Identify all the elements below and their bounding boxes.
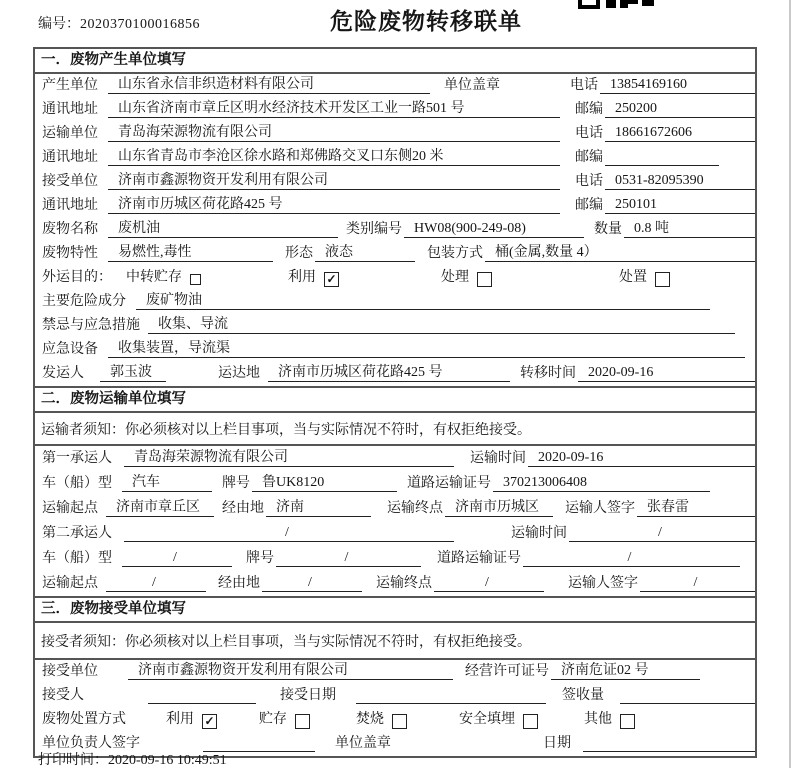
producer-zip-value: 250200 xyxy=(605,101,755,118)
phone-label: 电话 xyxy=(570,78,598,93)
transporter-label: 运输单位 xyxy=(42,126,98,141)
plate-number-label: 牌号 xyxy=(222,476,250,491)
receiver-value: 济南市鑫源物资开发利用有限公司 xyxy=(108,169,560,190)
unit-seal-label: 单位盖章 xyxy=(444,78,500,93)
vehicle-type-label: 车（船）型 xyxy=(42,551,112,566)
disposal-option-landfill: 安全填埋 xyxy=(459,712,515,727)
origin-label: 运输起点 xyxy=(42,576,98,591)
row-transfer-purpose xyxy=(35,266,755,290)
section-transporter-header: 二．废物运输单位填写 xyxy=(35,386,755,413)
signed-quantity-label: 签收量 xyxy=(562,688,604,703)
shipper-value: 郭玉波 xyxy=(100,361,166,382)
row-taboo-measures xyxy=(35,314,755,338)
row-disposal-method xyxy=(35,708,755,732)
receiver-person-label: 接受人 xyxy=(42,688,84,703)
receiver-person-value xyxy=(148,687,256,704)
responsible-signature-label: 单位负责人签字 xyxy=(42,736,140,751)
waste-property-value: 易燃性,毒性 xyxy=(108,241,273,262)
zip-label: 邮编 xyxy=(575,198,603,213)
purpose-label: 外运目的： xyxy=(42,270,112,285)
license-number-value: 济南危证02 号 xyxy=(551,659,700,680)
purpose-option-transfer-storage: 中转贮存 xyxy=(126,270,182,285)
plate-number-value: / xyxy=(276,550,421,567)
page-edge-line xyxy=(789,0,791,768)
receiver-zip-value: 250101 xyxy=(605,197,755,214)
transfer-form xyxy=(33,47,757,758)
second-carrier-value: / xyxy=(124,525,454,542)
plate-number-label: 牌号 xyxy=(246,551,274,566)
producer-phone-value: 13854169160 xyxy=(600,77,755,94)
receive-date-value xyxy=(356,687,546,704)
via-label: 经由地 xyxy=(222,501,264,516)
page-title: 危险废物转移联单 xyxy=(330,9,522,34)
row-producer-address xyxy=(35,98,755,122)
waste-name-value: 废机油 xyxy=(108,217,338,238)
transfer-time-label: 转移时间 xyxy=(520,366,576,381)
carrier-signature-value: 张春雷 xyxy=(637,496,755,517)
purpose-option-utilize: 利用 xyxy=(288,270,316,285)
row-producer xyxy=(35,74,755,98)
waste-property-label: 废物特性 xyxy=(42,246,98,261)
row-first-carrier xyxy=(35,446,755,471)
plate-number-value: 鲁UK8120 xyxy=(252,471,397,492)
row-route-1 xyxy=(35,496,755,521)
license-number-label: 经营许可证号 xyxy=(465,664,549,679)
serial-number: 2020370100016856 xyxy=(80,17,200,32)
vehicle-type-label: 车（船）型 xyxy=(42,476,112,491)
checkbox-treat xyxy=(477,272,492,287)
producer-address-value: 山东省济南市章丘区明水经济技术开发区工业一路501 号 xyxy=(108,97,560,118)
taboo-measures-label: 禁忌与应急措施 xyxy=(42,318,140,333)
form-state-value: 液态 xyxy=(315,241,415,262)
zip-label: 邮编 xyxy=(575,150,603,165)
road-permit-label: 道路运输证号 xyxy=(437,551,521,566)
disposal-option-utilize: 利用 xyxy=(166,712,194,727)
row-transporter xyxy=(35,122,755,146)
second-carrier-label: 第二承运人 xyxy=(42,526,112,541)
disposal-method-label: 废物处置方式 xyxy=(42,712,126,727)
transport-time-value: 2020-09-16 xyxy=(528,450,755,467)
checkbox-other xyxy=(620,714,635,729)
unit-seal-label: 单位盖章 xyxy=(335,736,391,751)
transport-time-label: 运输时间 xyxy=(511,526,567,541)
transporter-address-value: 山东省青岛市李沧区徐水路和郑佛路交叉口东侧20 米 xyxy=(108,145,560,166)
checkbox-utilize: ✓ xyxy=(202,714,217,729)
purpose-option-dispose: 处置 xyxy=(619,270,647,285)
endpoint-label: 运输终点 xyxy=(376,576,432,591)
receiver-notice xyxy=(35,623,755,660)
quantity-label: 数量 xyxy=(594,222,622,237)
section-producer-header: 一．废物产生单位填写 xyxy=(35,49,755,74)
form-state-label: 形态 xyxy=(285,246,313,261)
packing-value: 桶(金属,数量 4） xyxy=(485,241,755,262)
hazard-components-label: 主要危险成分 xyxy=(42,294,126,309)
receiver-phone-value: 0531-82095390 xyxy=(605,173,755,190)
checkbox-landfill xyxy=(523,714,538,729)
carrier-signature-value: / xyxy=(640,575,755,592)
row-waste-name xyxy=(35,218,755,242)
checkbox-transfer-storage xyxy=(190,274,201,285)
phone-label: 电话 xyxy=(575,126,603,141)
print-time-line xyxy=(38,749,227,769)
row-shipper xyxy=(35,362,755,386)
vehicle-type-value: 汽车 xyxy=(122,471,212,492)
row-receiver xyxy=(35,170,755,194)
shipper-label: 发运人 xyxy=(42,366,84,381)
waste-name-label: 废物名称 xyxy=(42,222,98,237)
date-value xyxy=(583,735,755,752)
first-carrier-value: 青岛海荣源物流有限公司 xyxy=(124,446,454,467)
receiving-unit-label: 接受单位 xyxy=(42,664,98,679)
section-receiver-header: 三．废物接受单位填写 xyxy=(35,596,755,623)
date-label: 日期 xyxy=(543,736,571,751)
phone-label: 电话 xyxy=(575,174,603,189)
receiver-address-value: 济南市历城区荷花路425 号 xyxy=(108,193,560,214)
checkbox-dispose xyxy=(655,272,670,287)
road-permit-value: / xyxy=(523,550,740,567)
destination-value: 济南市历城区荷花路425 号 xyxy=(268,361,510,382)
checkbox-utilize: ✓ xyxy=(324,272,339,287)
first-carrier-label: 第一承运人 xyxy=(42,451,112,466)
hazard-components-value: 废矿物油 xyxy=(136,289,710,310)
disposal-option-other: 其他 xyxy=(584,712,612,727)
row-vehicle-2 xyxy=(35,546,755,571)
origin-value: / xyxy=(106,575,206,592)
origin-value: 济南市章丘区 xyxy=(106,496,214,517)
category-code-value: HW08(900-249-08) xyxy=(404,221,584,238)
row-receiving-unit xyxy=(35,660,755,684)
carrier-signature-label: 运输人签字 xyxy=(568,576,638,591)
serial-label: 编号： xyxy=(38,17,80,32)
print-time-value: 2020-09-16 10:49:51 xyxy=(108,753,227,768)
row-receiver-person xyxy=(35,684,755,708)
address-label: 通讯地址 xyxy=(42,102,98,117)
address-label: 通讯地址 xyxy=(42,150,98,165)
via-value: / xyxy=(262,575,362,592)
purpose-option-treat: 处理 xyxy=(441,270,469,285)
packing-label: 包装方式 xyxy=(427,246,483,261)
print-time-label: 打印时间： xyxy=(38,753,108,768)
serial-number-line xyxy=(38,13,200,33)
receiving-unit-value: 济南市鑫源物资开发利用有限公司 xyxy=(128,659,453,680)
signed-quantity-value xyxy=(620,687,755,704)
carrier-signature-label: 运输人签字 xyxy=(565,501,635,516)
road-permit-value: 370213006408 xyxy=(493,475,710,492)
address-label: 通讯地址 xyxy=(42,198,98,213)
transport-time-value: / xyxy=(569,525,755,542)
receiver-notice-text: 接受者须知：你必须核对以上栏目事项，当与实际情况不符时，有权拒绝接受。 xyxy=(41,634,531,650)
disposal-option-incinerate: 焚烧 xyxy=(356,712,384,727)
producer-value: 山东省永信非织造材料有限公司 xyxy=(108,73,430,94)
category-code-label: 类别编号 xyxy=(346,222,402,237)
checkbox-store xyxy=(295,714,310,729)
transfer-time-value: 2020-09-16 xyxy=(578,365,755,382)
destination-label: 运达地 xyxy=(218,366,260,381)
row-waste-properties xyxy=(35,242,755,266)
transporter-zip-value xyxy=(605,149,719,166)
endpoint-label: 运输终点 xyxy=(387,501,443,516)
road-permit-label: 道路运输证号 xyxy=(407,476,491,491)
row-vehicle-1 xyxy=(35,471,755,496)
row-emergency-equipment xyxy=(35,338,755,362)
emergency-equipment-value: 收集装置，导流渠 xyxy=(108,337,745,358)
via-label: 经由地 xyxy=(218,576,260,591)
vehicle-type-value: / xyxy=(122,550,232,567)
row-hazard-components xyxy=(35,290,755,314)
transporter-phone-value: 18661672606 xyxy=(605,125,755,142)
row-receiver-address xyxy=(35,194,755,218)
endpoint-value: / xyxy=(434,575,544,592)
qr-code-fragment xyxy=(578,0,658,9)
transporter-value: 青岛海荣源物流有限公司 xyxy=(108,121,560,142)
receive-date-label: 接受日期 xyxy=(280,688,336,703)
via-value: 济南 xyxy=(266,496,371,517)
transporter-notice xyxy=(35,413,755,446)
producer-label: 产生单位 xyxy=(42,78,98,93)
checkbox-incinerate xyxy=(392,714,407,729)
receiver-label: 接受单位 xyxy=(42,174,98,189)
emergency-equipment-label: 应急设备 xyxy=(42,342,98,357)
disposal-option-store: 贮存 xyxy=(259,712,287,727)
transport-time-label: 运输时间 xyxy=(470,451,526,466)
transporter-notice-text: 运输者须知：你必须核对以上栏目事项，当与实际情况不符时，有权拒绝接受。 xyxy=(41,422,531,438)
quantity-value: 0.8 吨 xyxy=(624,217,755,238)
origin-label: 运输起点 xyxy=(42,501,98,516)
row-second-carrier xyxy=(35,521,755,546)
endpoint-value: 济南市历城区 xyxy=(445,496,553,517)
zip-label: 邮编 xyxy=(575,102,603,117)
row-route-2 xyxy=(35,571,755,596)
taboo-measures-value: 收集、导流 xyxy=(148,313,735,334)
row-transporter-address xyxy=(35,146,755,170)
